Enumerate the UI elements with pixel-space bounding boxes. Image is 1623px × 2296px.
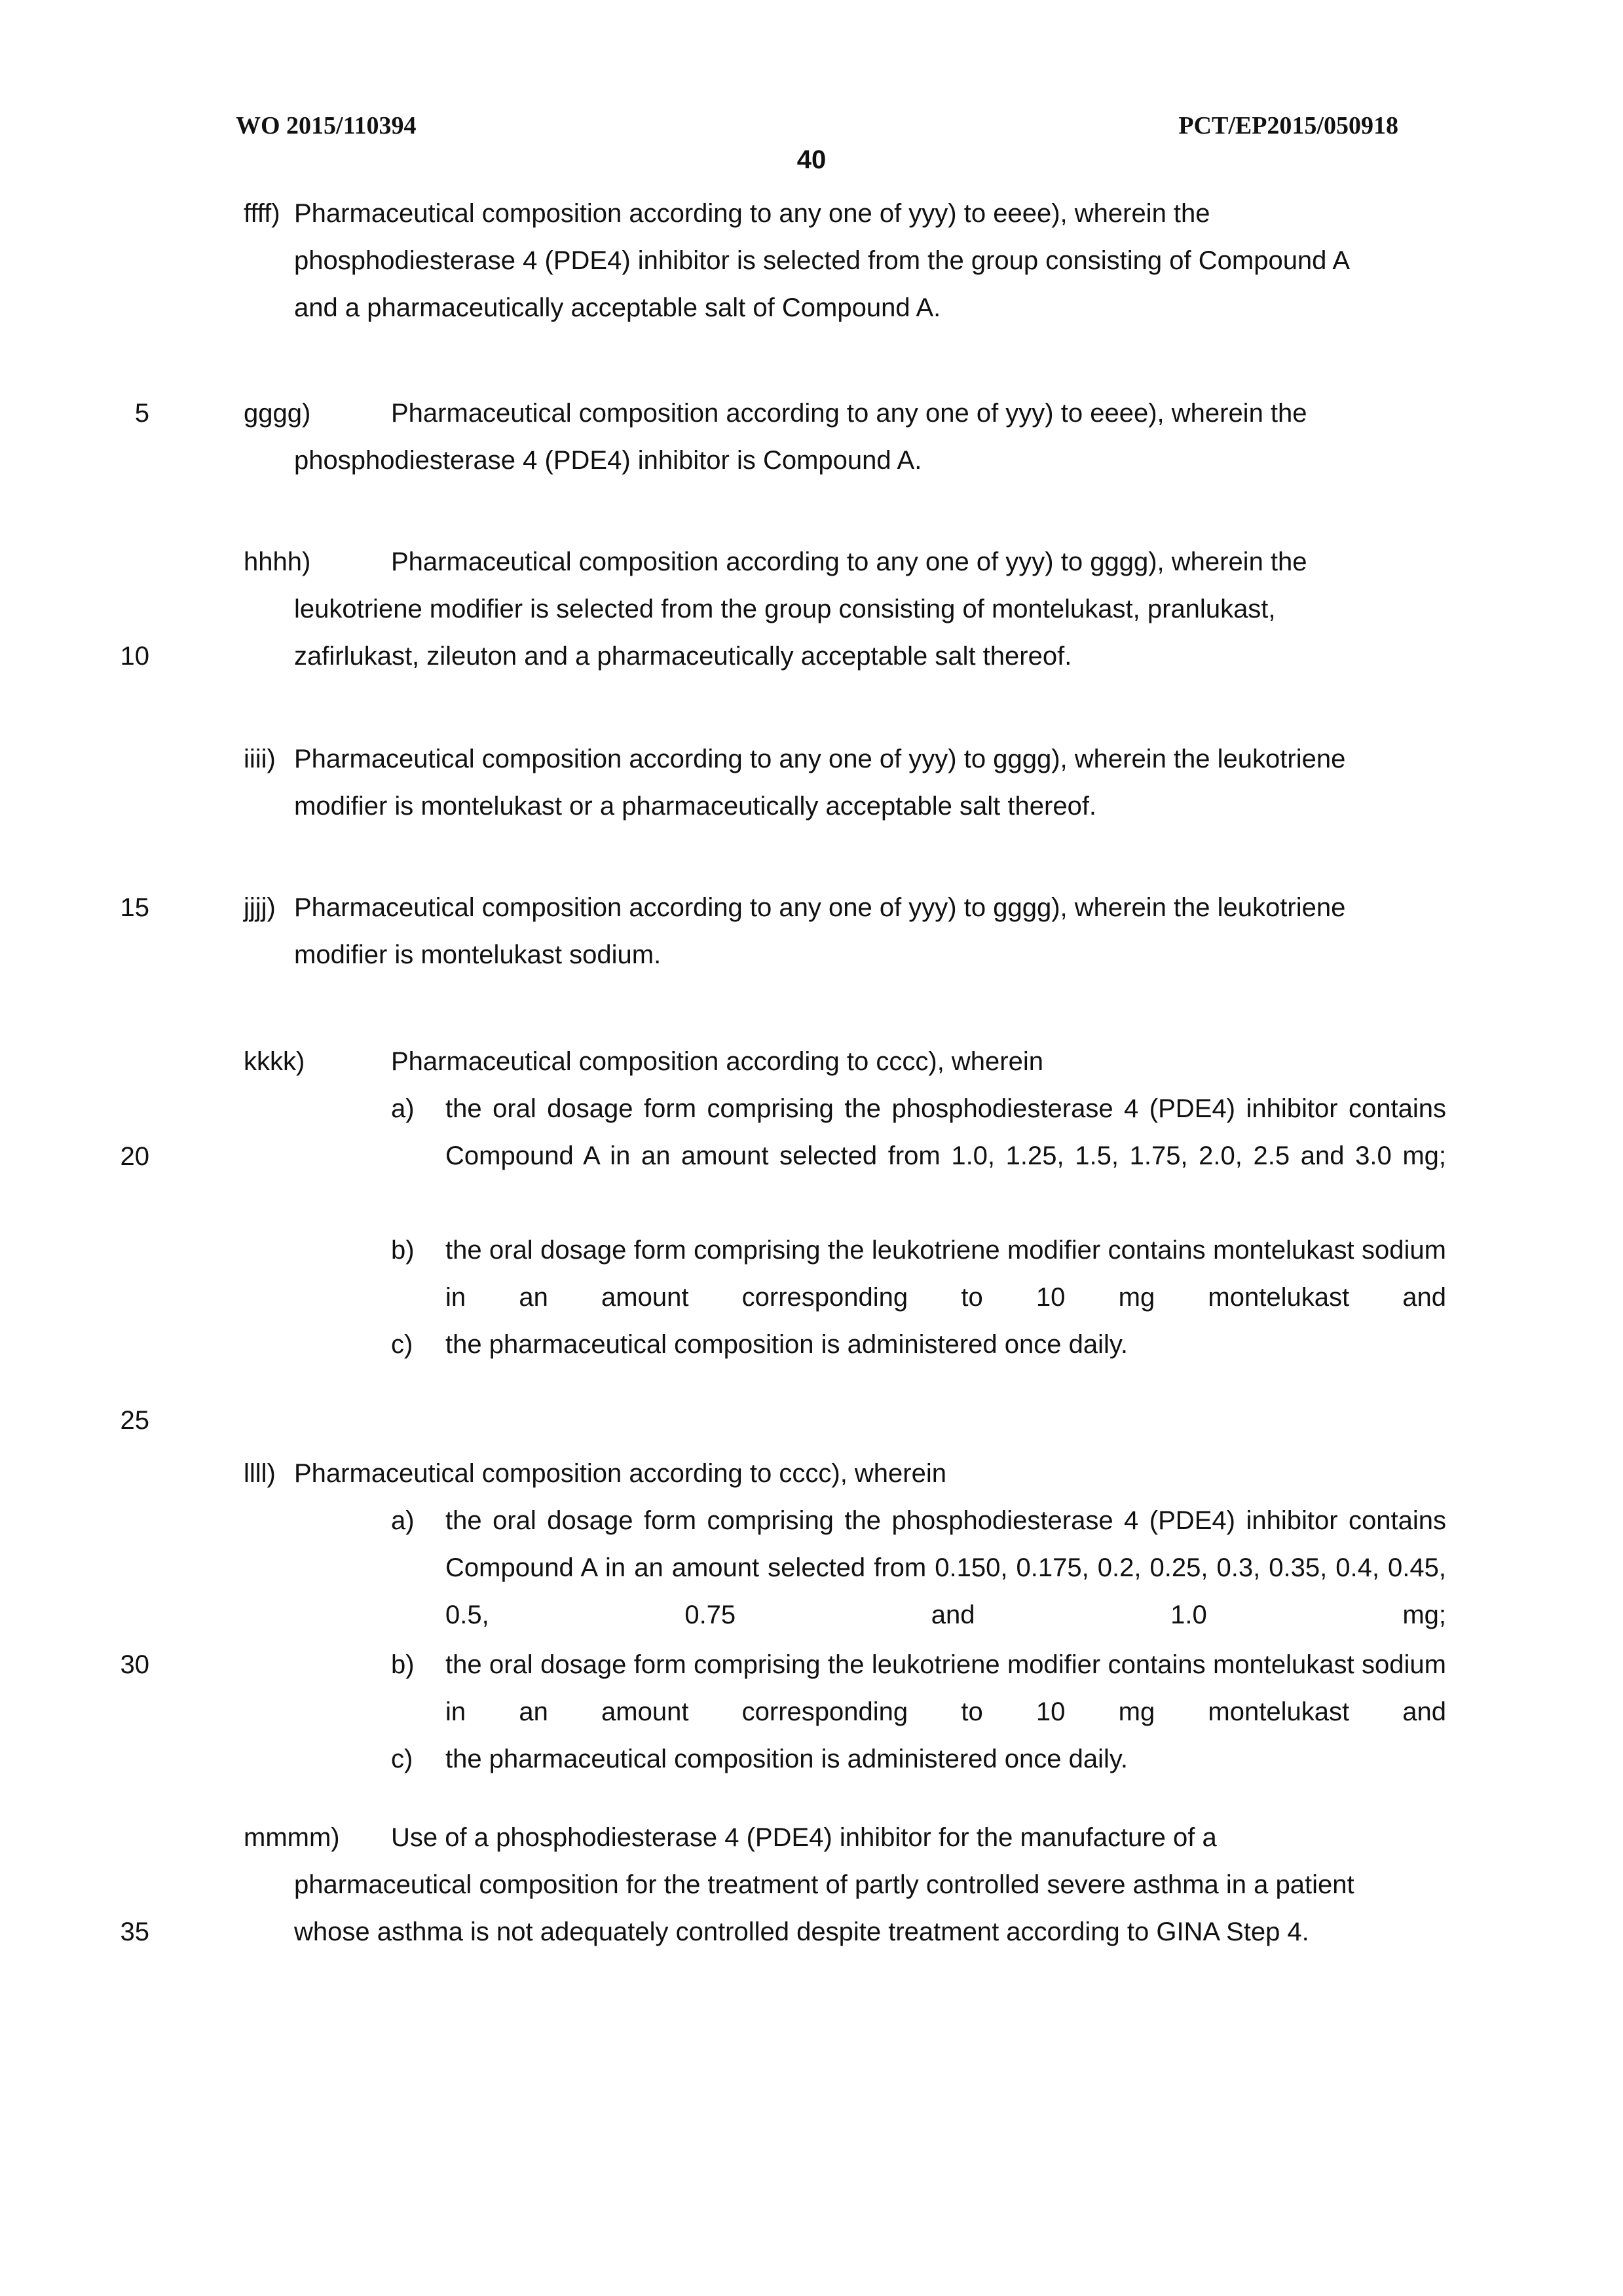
claim-intro: Pharmaceutical composition according to cccc), wherein — [391, 1047, 1043, 1076]
sub-item-marker: c) — [391, 1330, 413, 1359]
line-number: 20 — [120, 1142, 149, 1171]
claim-text-line: Pharmaceutical composition according to any one of yyy) to eeee), wherein the — [294, 199, 1210, 228]
claim-label: ffff) — [244, 199, 280, 228]
sub-item-text: the oral dosage form comprising the leukotriene modifier contains montelukast sodium in an amount corresponding to 10 mg montelukast and — [445, 1236, 1446, 1312]
claim-label: jjjj) — [244, 893, 276, 922]
sub-item-marker: c) — [391, 1745, 413, 1773]
sub-item-text: the pharmaceutical composition is administered once daily. — [445, 1330, 1129, 1359]
page-number: 40 — [796, 145, 827, 174]
claim-text-line: Pharmaceutical composition according to any one of yyy) to gggg), wherein the leukotriene — [294, 893, 1346, 922]
claim-text-line: phosphodiesterase 4 (PDE4) inhibitor is selected from the group consisting of Compound A — [294, 246, 1351, 275]
claim-text-line: and a pharmaceutically acceptable salt of Compound A. — [294, 293, 941, 322]
sub-item-marker: b) — [391, 1236, 415, 1265]
line-number: 35 — [120, 1917, 149, 1946]
claim-text-line: leukotriene modifier is selected from the group consisting of montelukast, pranlukast, — [294, 595, 1276, 623]
claim-text-line: modifier is montelukast sodium. — [294, 940, 662, 969]
sub-item-text: the oral dosage form comprising the leukotriene modifier contains montelukast sodium in an amount corresponding to 10 mg montelukast and — [445, 1650, 1446, 1726]
claim-text-line: phosphodiesterase 4 (PDE4) inhibitor is Compound A. — [294, 446, 922, 475]
sub-item-marker: a) — [391, 1506, 415, 1535]
sub-item-text: the oral dosage form comprising the phosphodiesterase 4 (PDE4) inhibitor contains Compound A in an amount selected from 0.150, 0.175, 0.2, 0.25, 0.3, 0.35, 0.4, 0.45, 0.5, 0.75 and 1.0 mg; — [445, 1506, 1446, 1629]
claim-label: kkkk) — [244, 1047, 305, 1076]
claim-label: iiii) — [244, 745, 276, 773]
line-number: 25 — [120, 1406, 149, 1435]
line-number: 5 — [134, 399, 149, 428]
line-number: 30 — [120, 1650, 149, 1679]
publication-number: WO 2015/110394 — [236, 112, 417, 139]
sub-item-text: the oral dosage form comprising the phosphodiesterase 4 (PDE4) inhibitor contains Compound A in an amount selected from 1.0, 1.25, 1.5, 1.75, 2.0, 2.5 and 3.0 mg; — [445, 1094, 1446, 1170]
claim-label: gggg) — [244, 399, 311, 428]
claim-text-line: pharmaceutical composition for the treatment of partly controlled severe asthma in a patient — [294, 1870, 1354, 1899]
line-number: 15 — [120, 893, 149, 922]
sub-item-text: the pharmaceutical composition is administered once daily. — [445, 1745, 1129, 1773]
sub-item-marker: a) — [391, 1094, 415, 1123]
claim-text-line: Pharmaceutical composition according to any one of yyy) to gggg), wherein the leukotriene — [294, 745, 1346, 773]
claim-label: hhhh) — [244, 547, 311, 576]
claim-text-line: zafirlukast, zileuton and a pharmaceutically acceptable salt thereof. — [294, 642, 1072, 671]
line-number: 10 — [120, 642, 149, 671]
claim-text-line: whose asthma is not adequately controlled despite treatment according to GINA Step 4. — [294, 1917, 1309, 1946]
sub-item-marker: b) — [391, 1650, 415, 1679]
application-number: PCT/EP2015/050918 — [1178, 112, 1398, 139]
claim-label: mmmm) — [244, 1823, 340, 1852]
claim-text-line: Use of a phosphodiesterase 4 (PDE4) inhibitor for the manufacture of a — [391, 1823, 1217, 1852]
claim-intro: Pharmaceutical composition according to cccc), wherein — [294, 1459, 946, 1488]
claim-text-line: Pharmaceutical composition according to any one of yyy) to gggg), wherein the — [391, 547, 1307, 576]
claim-text-line: Pharmaceutical composition according to any one of yyy) to eeee), wherein the — [391, 399, 1307, 428]
claim-label: llll) — [244, 1459, 276, 1488]
claim-text-line: modifier is montelukast or a pharmaceutically acceptable salt thereof. — [294, 792, 1097, 821]
